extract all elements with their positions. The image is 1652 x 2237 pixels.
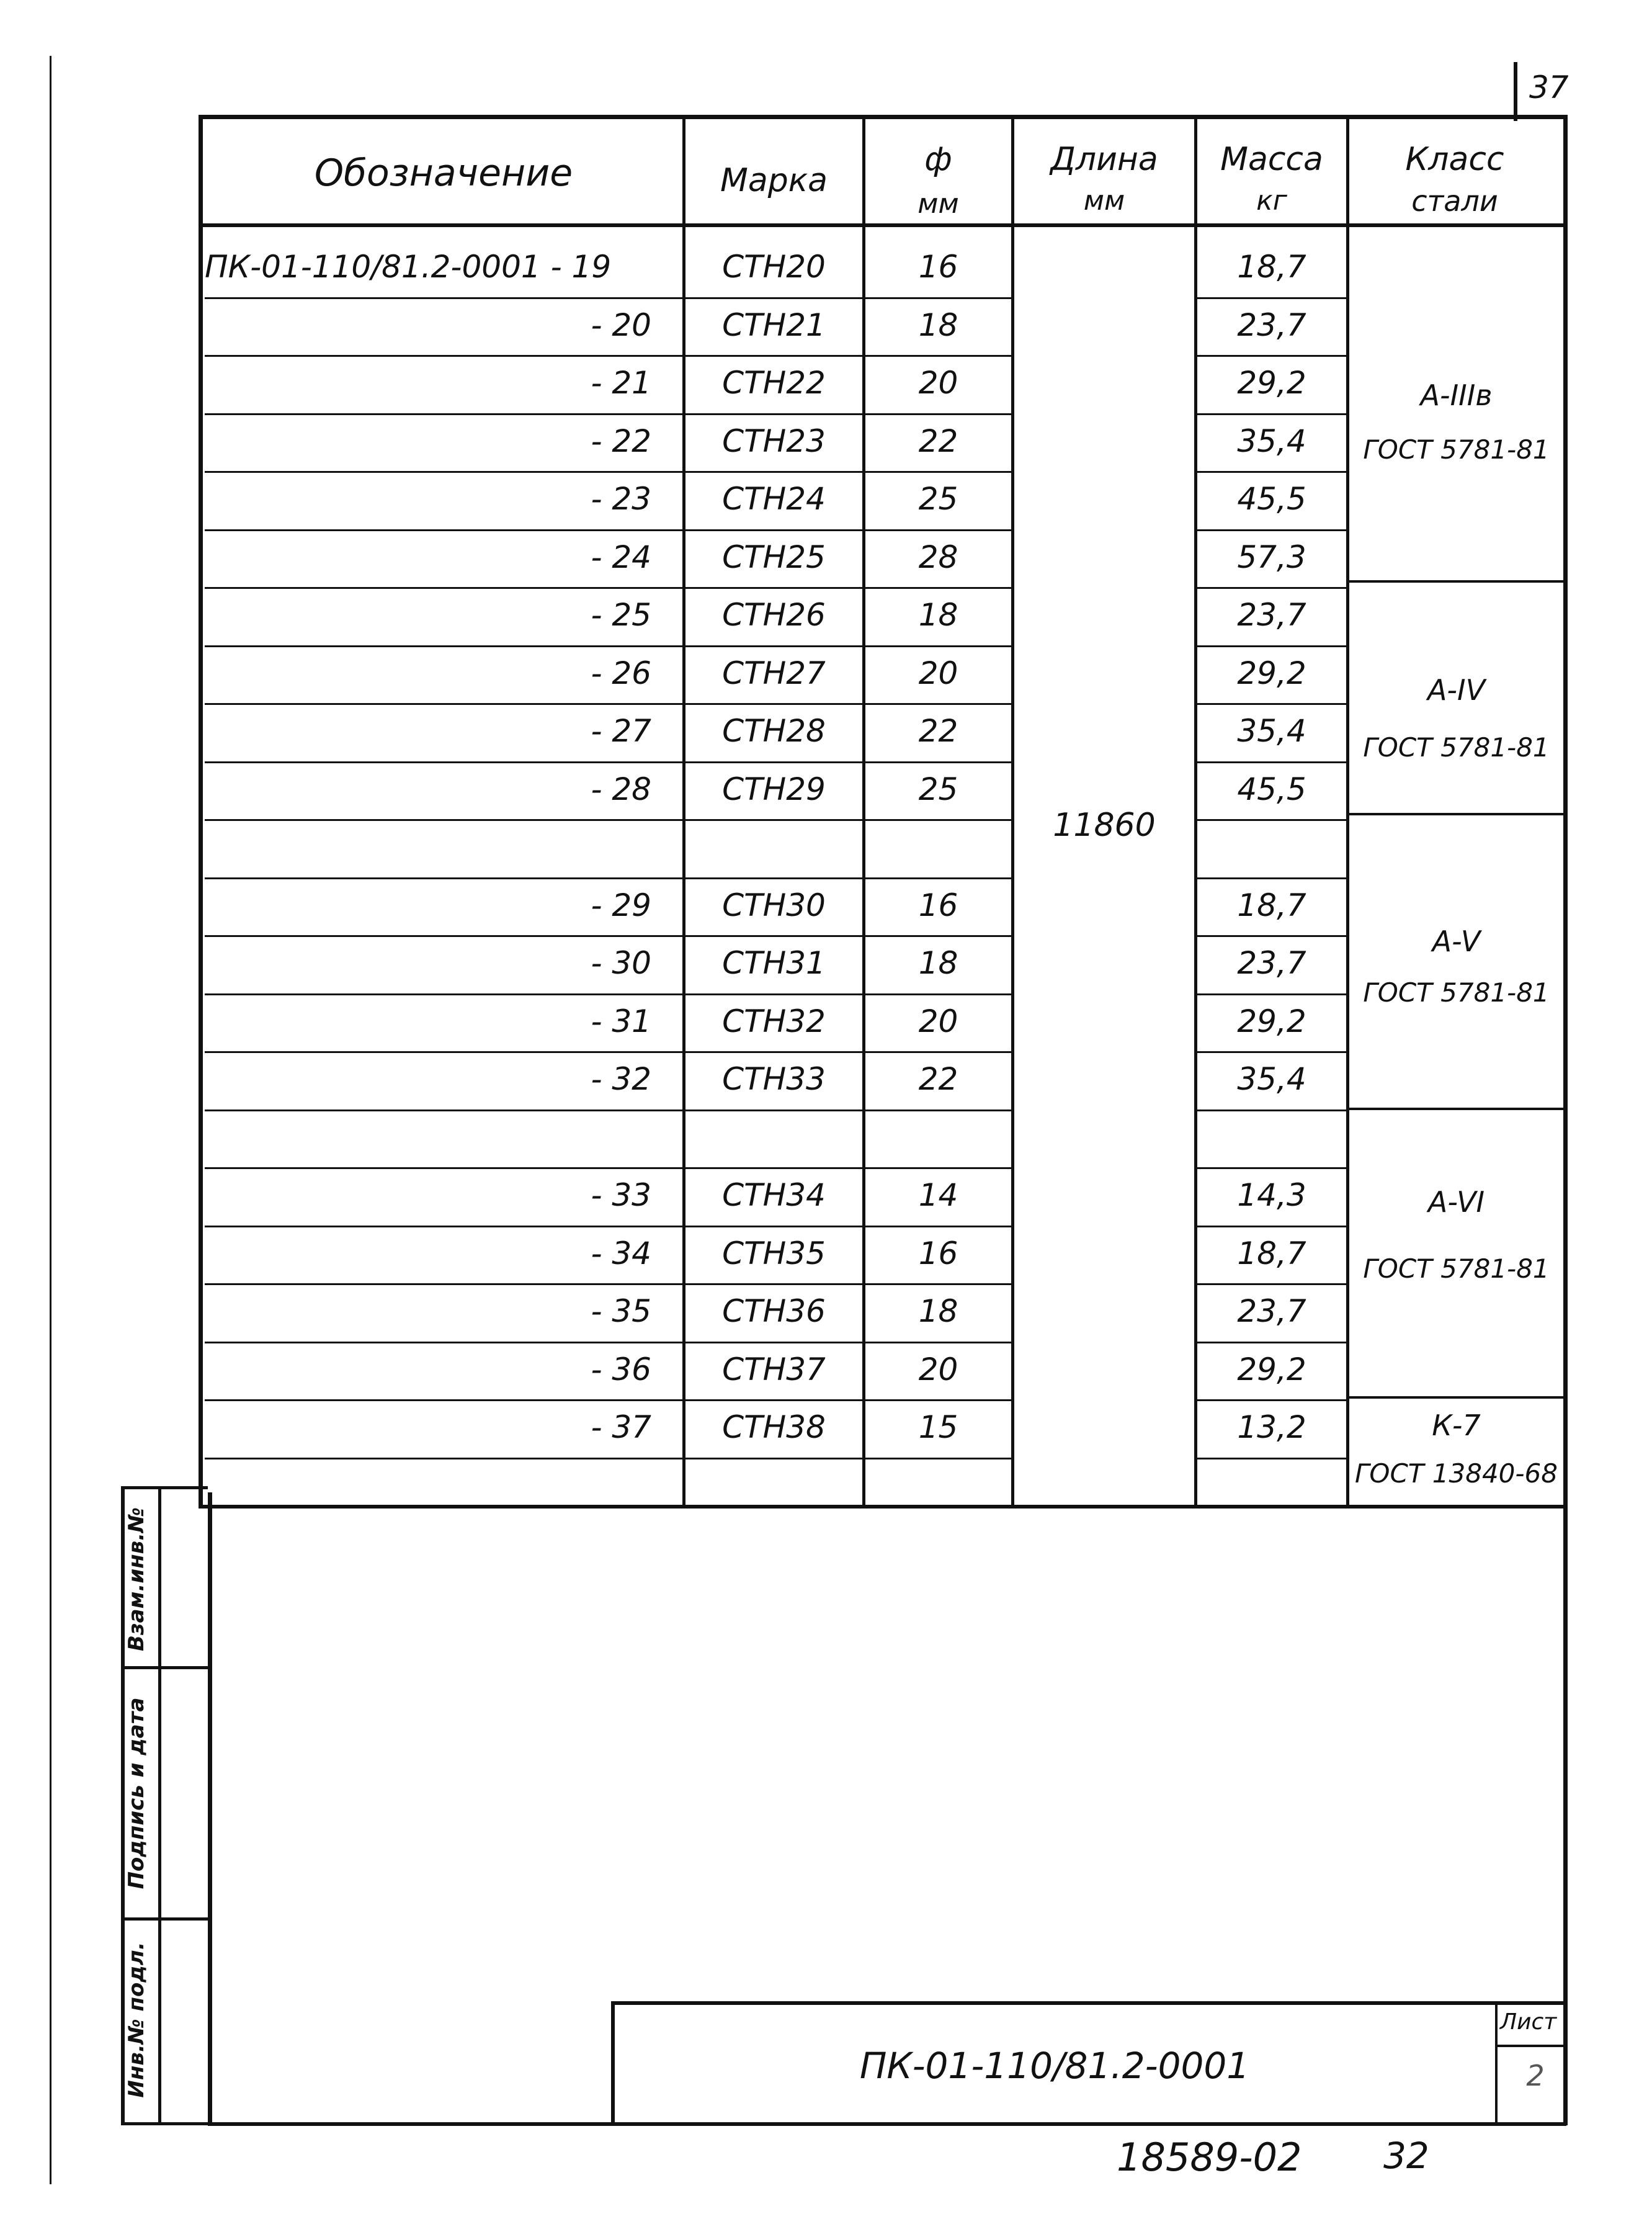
cell-mark: СТН26: [722, 597, 826, 633]
table-row: [0, 1051, 1652, 1110]
table-row: [0, 819, 1652, 877]
archive-page: 32: [1383, 2135, 1429, 2177]
steel-class-divider-2: [1349, 813, 1565, 815]
stamp-inv-original: Инв.№ подл.: [124, 1942, 149, 2098]
cell-mark: СТН37: [722, 1351, 826, 1387]
cell-mark: [685, 1461, 862, 1510]
stamp-mid-line: [158, 1486, 161, 2125]
cell-designation: [205, 1461, 651, 1510]
cell-designation: - 31: [591, 1003, 651, 1039]
cell-designation: - 32: [591, 1061, 651, 1097]
table-row: [0, 529, 1652, 588]
cell-mark: [685, 822, 862, 872]
cell-diameter: 18: [918, 945, 958, 981]
cell-mark: СТН22: [722, 365, 826, 401]
page-number: 37: [1529, 69, 1569, 105]
archive-number: 18589-02: [1117, 2135, 1302, 2180]
cell-mass: 29,2: [1237, 365, 1306, 401]
cell-designation: - 36: [591, 1351, 651, 1387]
cell-diameter: [865, 1113, 1011, 1162]
cell-designation: - 24: [591, 539, 651, 575]
cell-designation: - 23: [591, 481, 651, 517]
cell-mass: 29,2: [1237, 1003, 1306, 1039]
cell-designation: - 20: [591, 307, 651, 343]
cell-mark: СТН23: [722, 423, 826, 459]
stamp-replace-inv: Взам.инв.№: [124, 1507, 149, 1651]
title-block-code: ПК-01-110/81.2-0001: [859, 2045, 1250, 2087]
cell-diameter: 16: [918, 249, 958, 285]
stamp-div-2: [121, 1917, 208, 1921]
stamp-bottom: [121, 2122, 208, 2125]
cell-mark: СТН35: [722, 1235, 826, 1271]
cell-mass: 23,7: [1237, 307, 1306, 343]
cell-mass: 29,2: [1237, 1351, 1306, 1387]
cell-mass: [1197, 822, 1346, 872]
cell-diameter: 16: [918, 1235, 958, 1271]
cell-diameter: [865, 822, 1011, 872]
cell-designation: - 26: [591, 655, 651, 691]
cell-diameter: 22: [918, 423, 958, 459]
cell-mass: 18,7: [1237, 887, 1306, 923]
cell-mass: 18,7: [1237, 249, 1306, 285]
steel-class-divider-1: [1349, 580, 1565, 583]
title-block-sheet-label-line: [1495, 2045, 1563, 2047]
cell-mark: СТН32: [722, 1003, 826, 1039]
cell-mass: 57,3: [1237, 539, 1306, 575]
cell-diameter: [865, 1461, 1011, 1510]
table-row: [0, 761, 1652, 820]
cell-mass: 45,5: [1237, 481, 1306, 517]
cell-mark: СТН30: [722, 887, 826, 923]
cell-diameter: 25: [918, 771, 958, 807]
cell-designation: - 30: [591, 945, 651, 981]
cell-diameter: 16: [918, 887, 958, 923]
cell-mass: 29,2: [1237, 655, 1306, 691]
length-value: 11860: [1053, 807, 1156, 844]
cell-designation: - 29: [591, 887, 651, 923]
cell-mark: СТН29: [722, 771, 826, 807]
cell-mass: 23,7: [1237, 1293, 1306, 1329]
cell-diameter: 20: [918, 655, 958, 691]
cell-mass: 13,2: [1237, 1409, 1306, 1445]
cell-mark: СТН21: [722, 307, 826, 343]
cell-mass: 23,7: [1237, 945, 1306, 981]
cell-diameter: 25: [918, 481, 958, 517]
cell-designation: - 27: [591, 713, 651, 749]
cell-diameter: 18: [918, 1293, 958, 1329]
stamp-signature-date: Подпись и дата: [124, 1697, 149, 1890]
title-block-sheet-number: 2: [1526, 2059, 1545, 2092]
cell-mass: 18,7: [1237, 1235, 1306, 1271]
cell-mark: [685, 1113, 862, 1162]
steel-class-2-grade: A-IV: [1427, 673, 1486, 707]
title-block-left: [611, 2001, 615, 2125]
cell-mark: СТН34: [722, 1177, 826, 1213]
cell-mark: СТН20: [722, 249, 826, 285]
cell-mark: СТН36: [722, 1293, 826, 1329]
cell-diameter: 18: [918, 307, 958, 343]
steel-class-4-grade: A-VI: [1427, 1185, 1485, 1219]
cell-designation: - 28: [591, 771, 651, 807]
cell-mass: 35,4: [1237, 423, 1306, 459]
cell-diameter: 20: [918, 1003, 958, 1039]
cell-mark: СТН28: [722, 713, 826, 749]
cell-mark: СТН33: [722, 1061, 826, 1097]
steel-class-1-grade: A-IIIв: [1420, 379, 1493, 412]
cell-designation: - 35: [591, 1293, 651, 1329]
cell-designation: - 25: [591, 597, 651, 633]
cell-mark: СТН25: [722, 539, 826, 575]
steel-class-5-grade: К-7: [1432, 1409, 1481, 1442]
cell-diameter: 22: [918, 713, 958, 749]
title-block-sheet-label: Лист: [1500, 2009, 1557, 2035]
steel-class-1-standard: ГОСТ 5781-81: [1363, 434, 1550, 465]
table-row: [0, 297, 1652, 356]
steel-class-divider-4: [1349, 1396, 1565, 1399]
cell-mark: СТН24: [722, 481, 826, 517]
cell-diameter: 20: [918, 365, 958, 401]
cell-mark: СТН31: [722, 945, 826, 981]
header-mass: Масса: [1220, 141, 1323, 178]
header-designation: Обозначение: [314, 151, 573, 195]
cell-designation: - 34: [591, 1235, 651, 1271]
table-row: [0, 1342, 1652, 1400]
cell-mark: СТН38: [722, 1409, 826, 1445]
cell-mass: [1197, 1461, 1346, 1510]
steel-class-5-standard: ГОСТ 13840-68: [1355, 1458, 1558, 1489]
cell-mass: 14,3: [1237, 1177, 1306, 1213]
cell-mass: 35,4: [1237, 1061, 1306, 1097]
cell-diameter: 14: [918, 1177, 958, 1213]
steel-class-4-standard: ГОСТ 5781-81: [1363, 1253, 1550, 1284]
header-mass-unit: кг: [1256, 185, 1287, 217]
steel-class-2-standard: ГОСТ 5781-81: [1363, 732, 1550, 763]
table-row: [0, 587, 1652, 645]
cell-designation: ПК-01-110/81.2-0001 - 19: [205, 249, 612, 285]
cell-diameter: 20: [918, 1351, 958, 1387]
steel-class-3-grade: A-V: [1432, 925, 1481, 958]
header-diameter-symbol: ф: [924, 141, 952, 178]
cell-mass: [1197, 1113, 1346, 1162]
header-length: Длина: [1050, 141, 1158, 178]
header-length-unit: мм: [1083, 185, 1125, 217]
cell-diameter: 18: [918, 597, 958, 633]
cell-designation: - 37: [591, 1409, 651, 1445]
header-mark: Марка: [720, 162, 828, 199]
cell-designation: - 33: [591, 1177, 651, 1213]
table-row: [0, 239, 1652, 297]
table-row: [0, 1283, 1652, 1342]
title-block-top: [611, 2001, 1566, 2005]
cell-designation: - 21: [591, 365, 651, 401]
cell-mass: 23,7: [1237, 597, 1306, 633]
cell-diameter: 22: [918, 1061, 958, 1097]
table-row: [0, 471, 1652, 529]
cell-designation: - 22: [591, 423, 651, 459]
cell-designation: [205, 1113, 651, 1162]
header-steel-class: Класс: [1405, 141, 1504, 178]
cell-mark: СТН27: [722, 655, 826, 691]
cell-mass: 45,5: [1237, 771, 1306, 807]
steel-class-3-standard: ГОСТ 5781-81: [1363, 977, 1550, 1008]
table-row: [0, 1110, 1652, 1168]
cell-designation: [205, 822, 651, 872]
header-steel-class-sub: стали: [1411, 184, 1498, 218]
cell-diameter: 28: [918, 539, 958, 575]
header-diameter-unit: мм: [918, 188, 959, 220]
steel-class-divider-3: [1349, 1108, 1565, 1110]
cell-diameter: 15: [918, 1409, 958, 1445]
cell-mass: 35,4: [1237, 713, 1306, 749]
title-block-sheet-divider: [1495, 2001, 1498, 2125]
